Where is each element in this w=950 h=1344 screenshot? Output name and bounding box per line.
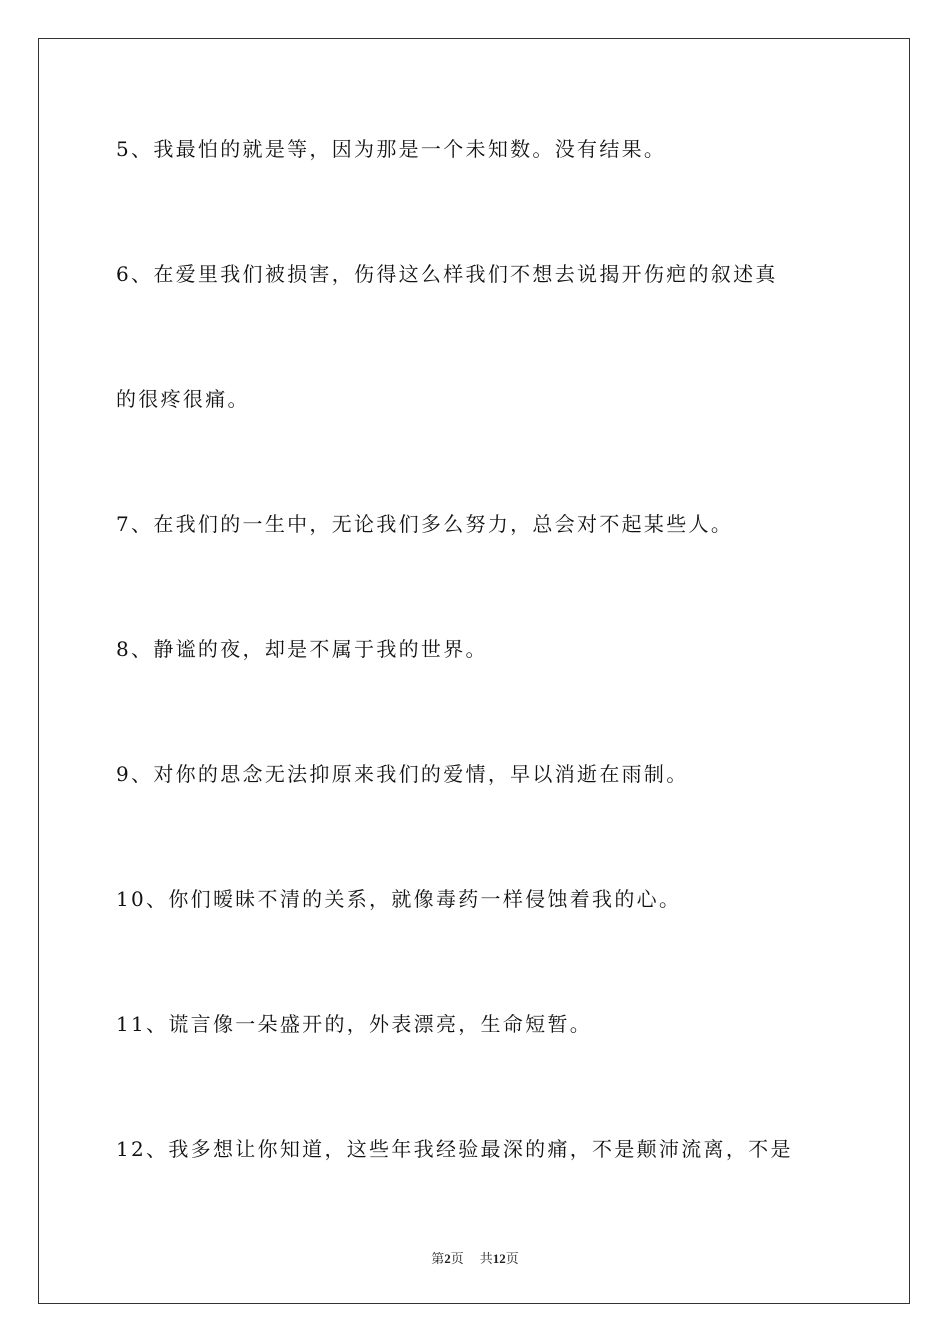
page-prefix: 第 (431, 1251, 445, 1266)
page-border (38, 38, 910, 1304)
text-line-12: 12、我多想让你知道，这些年我经验最深的痛，不是颠沛流离，不是 (116, 1137, 793, 1161)
text-line-10: 10、你们暧昧不清的关系，就像毒药一样侵蚀着我的心。 (116, 887, 682, 911)
text-line-8: 8、静谧的夜，却是不属于我的世界。 (116, 637, 488, 661)
text-line-7: 7、在我们的一生中，无论我们多么努力，总会对不起某些人。 (116, 512, 734, 536)
total-pages: 12 (492, 1251, 506, 1266)
page-number: 2 (444, 1251, 451, 1266)
text-line-6: 6、在爱里我们被损害，伤得这么样我们不想去说揭开伤疤的叙述真 (116, 262, 778, 286)
text-line-6-continued: 的很疼很痛。 (116, 387, 250, 411)
total-prefix: 共 (479, 1251, 493, 1266)
total-suffix: 页 (505, 1251, 519, 1266)
page-footer (0, 1248, 950, 1267)
text-line-5: 5、我最怕的就是等，因为那是一个未知数。没有结果。 (116, 137, 667, 161)
text-line-11: 11、谎言像一朵盛开的，外表漂亮，生命短暂。 (116, 1012, 593, 1036)
text-line-9: 9、对你的思念无法抑原来我们的爱情，早以消逝在雨制。 (116, 762, 689, 786)
page-suffix: 页 (450, 1251, 464, 1266)
